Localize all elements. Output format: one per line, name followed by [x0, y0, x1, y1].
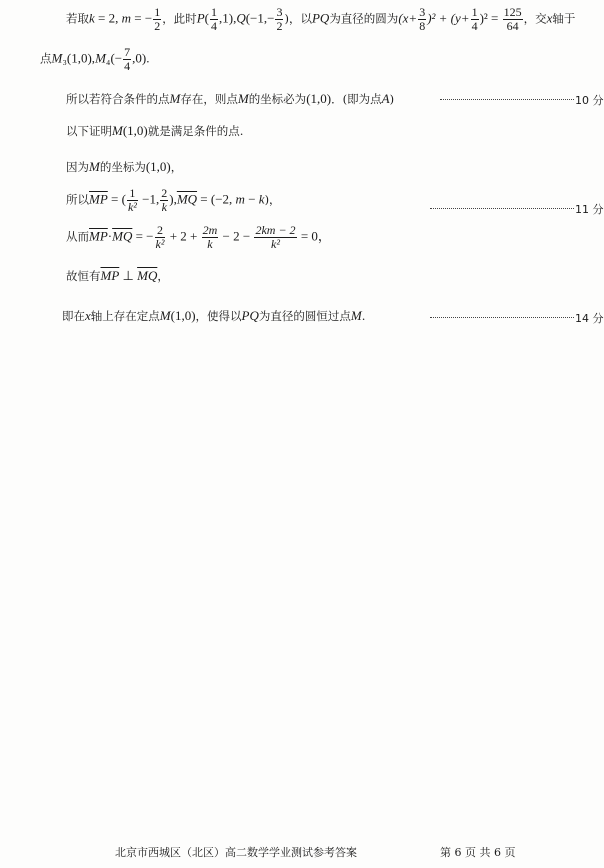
denominator: 4 — [124, 59, 131, 73]
text: ， — [170, 160, 183, 174]
text: 为直径的圆为 — [329, 11, 399, 26]
math: = − — [132, 228, 154, 244]
math: = (−2, — [197, 191, 236, 207]
numerator: 2km − 2 — [255, 223, 296, 237]
text: ，交 — [523, 11, 547, 26]
solution-line-6 — [66, 187, 281, 214]
dotted-leader — [440, 99, 574, 100]
score-11: 11 分 — [575, 203, 604, 216]
var-m: m — [121, 10, 132, 26]
page-number: 第 6 页 共 6 页 — [440, 846, 516, 859]
denominator: 8 — [419, 19, 426, 33]
var-M: M — [112, 123, 123, 138]
fraction — [127, 187, 138, 214]
numerator: 2 — [161, 186, 168, 200]
solution-line-5 — [66, 159, 182, 175]
numerator: 2m — [202, 223, 218, 237]
point: (1,0) — [145, 159, 171, 174]
math: − 2 − — [219, 228, 254, 244]
var-A: A — [381, 91, 390, 106]
text: = − — [131, 10, 153, 26]
text: ，此时 — [162, 11, 197, 26]
fraction — [155, 224, 166, 251]
denominator: 2 — [276, 19, 283, 33]
score-10: 10 分 — [575, 94, 604, 107]
var-M: M — [51, 50, 63, 66]
denominator: 4 — [210, 19, 217, 33]
var-P: P — [196, 10, 205, 26]
point: (1,0) — [306, 91, 332, 106]
math: · — [107, 228, 113, 244]
var-PQ: PQ — [241, 308, 259, 323]
denominator: 2 — [154, 19, 161, 33]
numerator: 3 — [276, 5, 283, 19]
text: )，以 — [284, 11, 312, 26]
text: )， — [264, 192, 281, 207]
vector-MP: $\overline{MP}$ — [89, 191, 108, 207]
text: 为直径的圆恒过点 — [258, 309, 351, 323]
solution-line-8 — [66, 268, 169, 284]
vector-MQ: $\overline{MQ}$ — [112, 228, 133, 244]
solution-line-4 — [66, 123, 243, 139]
denominator: 4 — [471, 19, 478, 33]
text: ) — [389, 92, 395, 106]
perpendicular-symbol: ⊥ — [119, 268, 138, 283]
var-k: k — [258, 191, 265, 207]
subscript: ₃ — [62, 50, 67, 66]
numerator: 125 — [503, 5, 522, 19]
text: 的坐标为 — [99, 160, 146, 174]
text: (−1,− — [245, 10, 275, 26]
text: (− — [110, 50, 123, 66]
fraction — [202, 224, 219, 251]
point: (1,0) — [170, 308, 196, 323]
fraction — [210, 6, 218, 33]
numerator: 1 — [127, 187, 138, 201]
var-x: x — [546, 10, 553, 26]
solution-line-9 — [62, 308, 365, 324]
text: ,1), — [218, 10, 237, 26]
math: )² + (y+ — [427, 10, 470, 26]
text: 所以若符合条件的点 — [66, 92, 170, 106]
vector-MQ: $\overline{MQ}$ — [137, 268, 158, 283]
numerator: 7 — [124, 45, 131, 59]
var-Q: Q — [236, 10, 246, 26]
text: 存在，则点 — [180, 92, 238, 106]
score-14: 14 分 — [575, 312, 604, 325]
numerator: 3 — [419, 5, 426, 19]
fraction — [418, 6, 426, 33]
subscript: ₄ — [105, 50, 111, 66]
text: . — [361, 309, 366, 323]
math: ), — [169, 191, 177, 207]
vector-MQ: $\overline{MQ}$ — [176, 191, 198, 207]
var-M: M — [159, 308, 171, 323]
math: = 0， — [297, 228, 331, 244]
math: − — [244, 191, 259, 207]
fraction — [160, 187, 168, 214]
text: 若取 — [66, 11, 89, 26]
denominator: k — [161, 200, 167, 214]
text: ．(即为点 — [331, 92, 382, 106]
dotted-leader — [430, 317, 574, 318]
numerator: 1 — [154, 5, 161, 19]
var-M: M — [237, 91, 249, 106]
fraction — [254, 224, 296, 251]
fraction — [153, 6, 161, 33]
text: ,0). — [132, 50, 150, 66]
text: 的坐标必为 — [248, 92, 307, 106]
fraction — [275, 6, 283, 33]
text: 以下证明 — [66, 124, 112, 138]
fraction — [123, 46, 131, 73]
var-M: M — [350, 308, 362, 323]
var-PQ: PQ — [311, 10, 330, 26]
numerator: 2 — [155, 224, 166, 238]
denominator: k² — [155, 237, 165, 251]
text: ， — [157, 269, 169, 283]
text: (1,0), — [66, 50, 96, 66]
denominator: k — [207, 237, 213, 251]
text: = 2, — [94, 10, 122, 26]
point: (1,0) — [122, 123, 148, 138]
math: −1, — [138, 191, 160, 207]
text: 所以 — [66, 192, 89, 207]
text: ，使得以 — [195, 309, 242, 323]
var-m: m — [235, 191, 245, 207]
math: (x+ — [398, 10, 418, 26]
fraction — [503, 6, 523, 33]
denominator: k² — [271, 237, 280, 251]
var-k: k — [89, 10, 95, 26]
text: 从而 — [66, 229, 89, 244]
text: 故恒有 — [66, 269, 101, 283]
numerator: 1 — [210, 5, 217, 19]
solution-line-1 — [66, 6, 575, 33]
var-x: x — [85, 308, 91, 323]
math: )² = — [479, 10, 502, 26]
text: 轴于 — [552, 11, 576, 26]
text: 因为 — [66, 160, 89, 174]
text: 点 — [40, 51, 52, 66]
vector-MP: $\overline{MP}$ — [89, 228, 108, 244]
math: = ( — [107, 191, 126, 207]
text: 轴上存在定点 — [90, 309, 160, 323]
footer-title: 北京市西城区（北区）高二数学学业测试参考答案 — [115, 846, 357, 859]
solution-line-3 — [66, 91, 394, 107]
dotted-leader — [430, 208, 574, 209]
text: 就是满足条件的点. — [147, 124, 244, 138]
var-M: M — [89, 159, 100, 174]
solution-line-7 — [66, 224, 331, 251]
var-M: M — [95, 50, 106, 66]
math: + 2 + — [166, 228, 201, 244]
denominator: k² — [127, 200, 137, 214]
var-M: M — [169, 91, 181, 106]
denominator: 64 — [506, 19, 519, 33]
vector-MP: $\overline{MP}$ — [100, 268, 120, 283]
numerator: 1 — [471, 5, 478, 19]
text: ( — [204, 10, 209, 26]
solution-line-2 — [40, 46, 149, 73]
text: 即在 — [62, 309, 85, 323]
fraction — [471, 6, 479, 33]
